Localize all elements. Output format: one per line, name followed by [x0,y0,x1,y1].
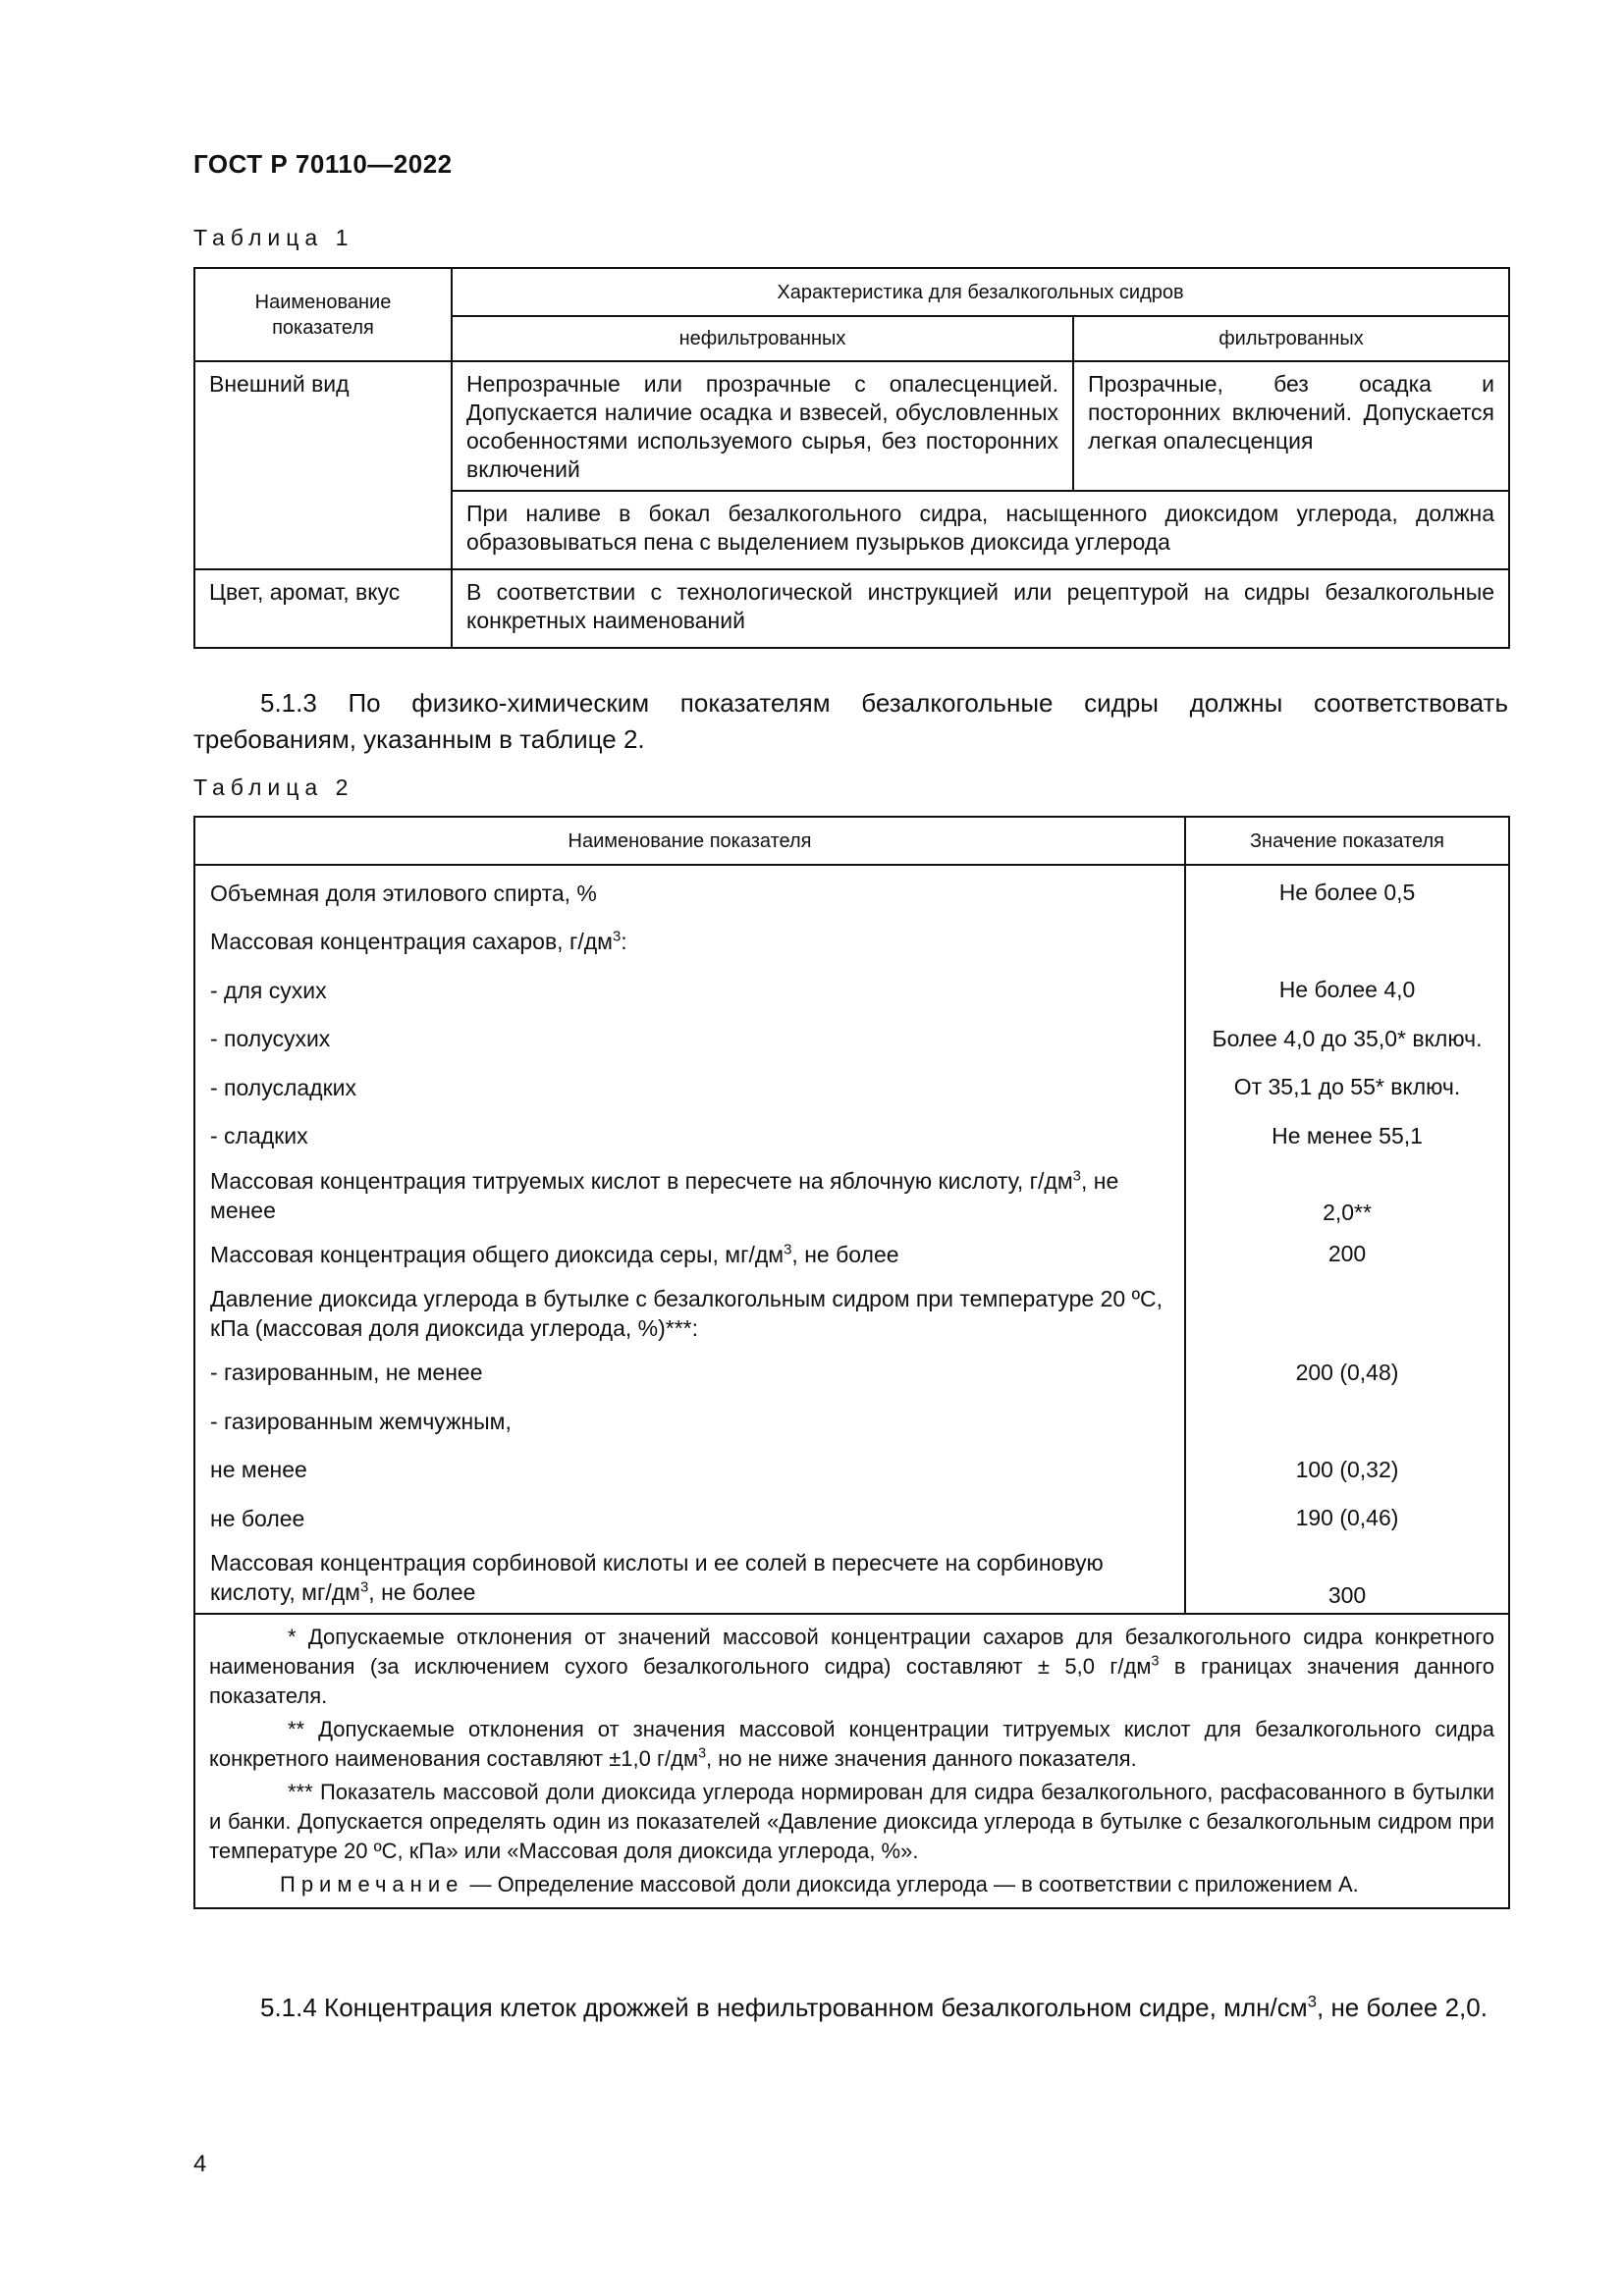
t2-row-name: - для сухих [210,977,327,1003]
t2-row-value: 200 (0,48) [1295,1359,1399,1385]
t2-row-name: Массовая концентрация сахаров, $г/дм^3$: [210,928,627,955]
table2 [193,816,1510,1909]
t2-row-name: - полусухих [210,1026,331,1052]
t1-row-appearance-common: При наливе в бокал безалкогольного сидра, насыщенного диоксидом углерода, должна образовываться пена с выделением пузырьков диоксида углерода [452,491,1509,569]
t2-row-value: Не менее 55,1 [1272,1122,1423,1148]
t1-header-filtered: фильтрованных [1073,316,1509,361]
t2-row-name: - газированным, не менее [210,1360,483,1386]
t2-row-value: От 35,1 до 55* включ. [1233,1074,1461,1100]
t2-row-name: - сладких [210,1123,308,1149]
t2-row-value [1186,1397,1508,1446]
t1-header-unfiltered: нефильтрованных [452,316,1073,361]
t2-names-column [194,865,1185,1614]
t1-row-taste-common: В соответствии с технологической инструкцией или рецептурой на сидры безалкогольные конкретных наименований [452,569,1509,648]
t2-note: Примечание — Определение массовой доли диоксида углерода — в соответствии с приложением А. [280,1871,1359,1896]
t2-row-value: 100 (0,32) [1295,1456,1399,1482]
t2-footnote: * Допускаемые отклонения от значений массовой концентрации сахаров для безалкогольного сидра конкретного наименования (за исключением сухого безалкогольного сидра) составляют ± 5,0 $г/дм^3$ в границах значения данного показателя. [209,1624,1494,1708]
t2-values-column [1185,865,1509,1614]
t2-row-value: Не более 0,5 [1278,880,1416,906]
t2-row-name: не более [210,1505,305,1531]
page-number: 4 [193,2151,207,2177]
t2-row-value: 2,0** [1323,1200,1372,1225]
t2-row-value: 200 [1327,1241,1367,1267]
t2-footnote: *** Показатель массовой доли диоксида углерода нормирован для сидра безалкогольного, расфасованного в бутылки и банки. Допускается определять один из показателей «Давление диоксида углерода в бутылке с безалкогольным сидром при температуре 20 ºС, кПа» или «Массовая доля диоксида углерода, %». [209,1779,1494,1863]
t2-row-name: Массовая концентрация сорбиновой кислоты и ее солей в пересчете на сорбиновую кислоту, $мг/дм^3$, не более [210,1550,1104,1605]
t2-row-name: Объемная доля этилового спирта, % [210,880,597,906]
t2-row-name: Давление диоксида углерода в бутылке с безалкогольным сидром при температуре 20 ºС, кПа (массовая доля диоксида углерода, %)***: [210,1286,1163,1341]
t2-footnotes [194,1614,1509,1908]
paragraph-5-1-4: 5.1.4 Концентрация клеток дрожжей в нефильтрованном безалкогольном сидре, млн/$см^3$, не более 2,0. [260,1992,1488,2022]
t2-row-value: 300 [1327,1581,1367,1608]
t2-row-value [1186,918,1508,967]
t1-row-appearance-name: Внешний вид [194,361,452,569]
t1-row-taste-name: Цвет, аромат, вкус [194,569,452,648]
t2-header-value: Значение показателя [1185,817,1509,865]
table1 [193,267,1510,649]
table1-caption: Таблица 1 [193,225,354,250]
t2-row-value: Не более 4,0 [1278,977,1416,1003]
t2-row-value: Более 4,0 до 35,0* включ. [1212,1025,1483,1051]
t1-header-characteristic: Характеристика для безалкогольных сидров [452,268,1509,316]
t2-row-name: Массовая концентрация общего диоксида серы, $мг/дм^3$, не более [210,1241,899,1267]
t2-footnote: ** Допускаемые отклонения от значения массовой концентрации титруемых кислот для безалкогольного сидра конкретного наименования составляют ±1,0 $г/дм^3$, но не ниже значения данного показателя. [209,1716,1494,1771]
t2-row-name: - газированным жемчужным, [210,1408,512,1434]
t2-header-name: Наименование показателя [194,817,1185,865]
t2-row-value: 190 (0,46) [1295,1505,1399,1531]
document-header: ГОСТ Р 70110—2022 [193,149,453,179]
t1-row-appearance-filtered: Прозрачные, без осадка и посторонних включений. Допускается легкая опалесценция [1073,361,1509,491]
t2-row-value [1186,1279,1508,1349]
t2-row-name: - полусладких [210,1074,356,1100]
table2-caption: Таблица 2 [193,774,354,800]
paragraph-5-1-3: 5.1.3 По физико-химическим показателям безалкогольные сидры должны соответствовать требованиям, указанным в таблице 2. [193,688,1508,754]
t2-row-name: не менее [210,1457,307,1483]
t1-row-appearance-unfiltered: Непрозрачные или прозрачные с опалесценцией. Допускается наличие осадка и взвесей, обусловленных особенностями используемого сырья, без посторонних включений [452,361,1073,491]
t1-header-indicator: Наименование показателя [194,268,452,361]
t2-row-name: Массовая концентрация титруемых кислот в пересчете на яблочную кислоту, $г/дм^3$, не менее [210,1166,1119,1223]
